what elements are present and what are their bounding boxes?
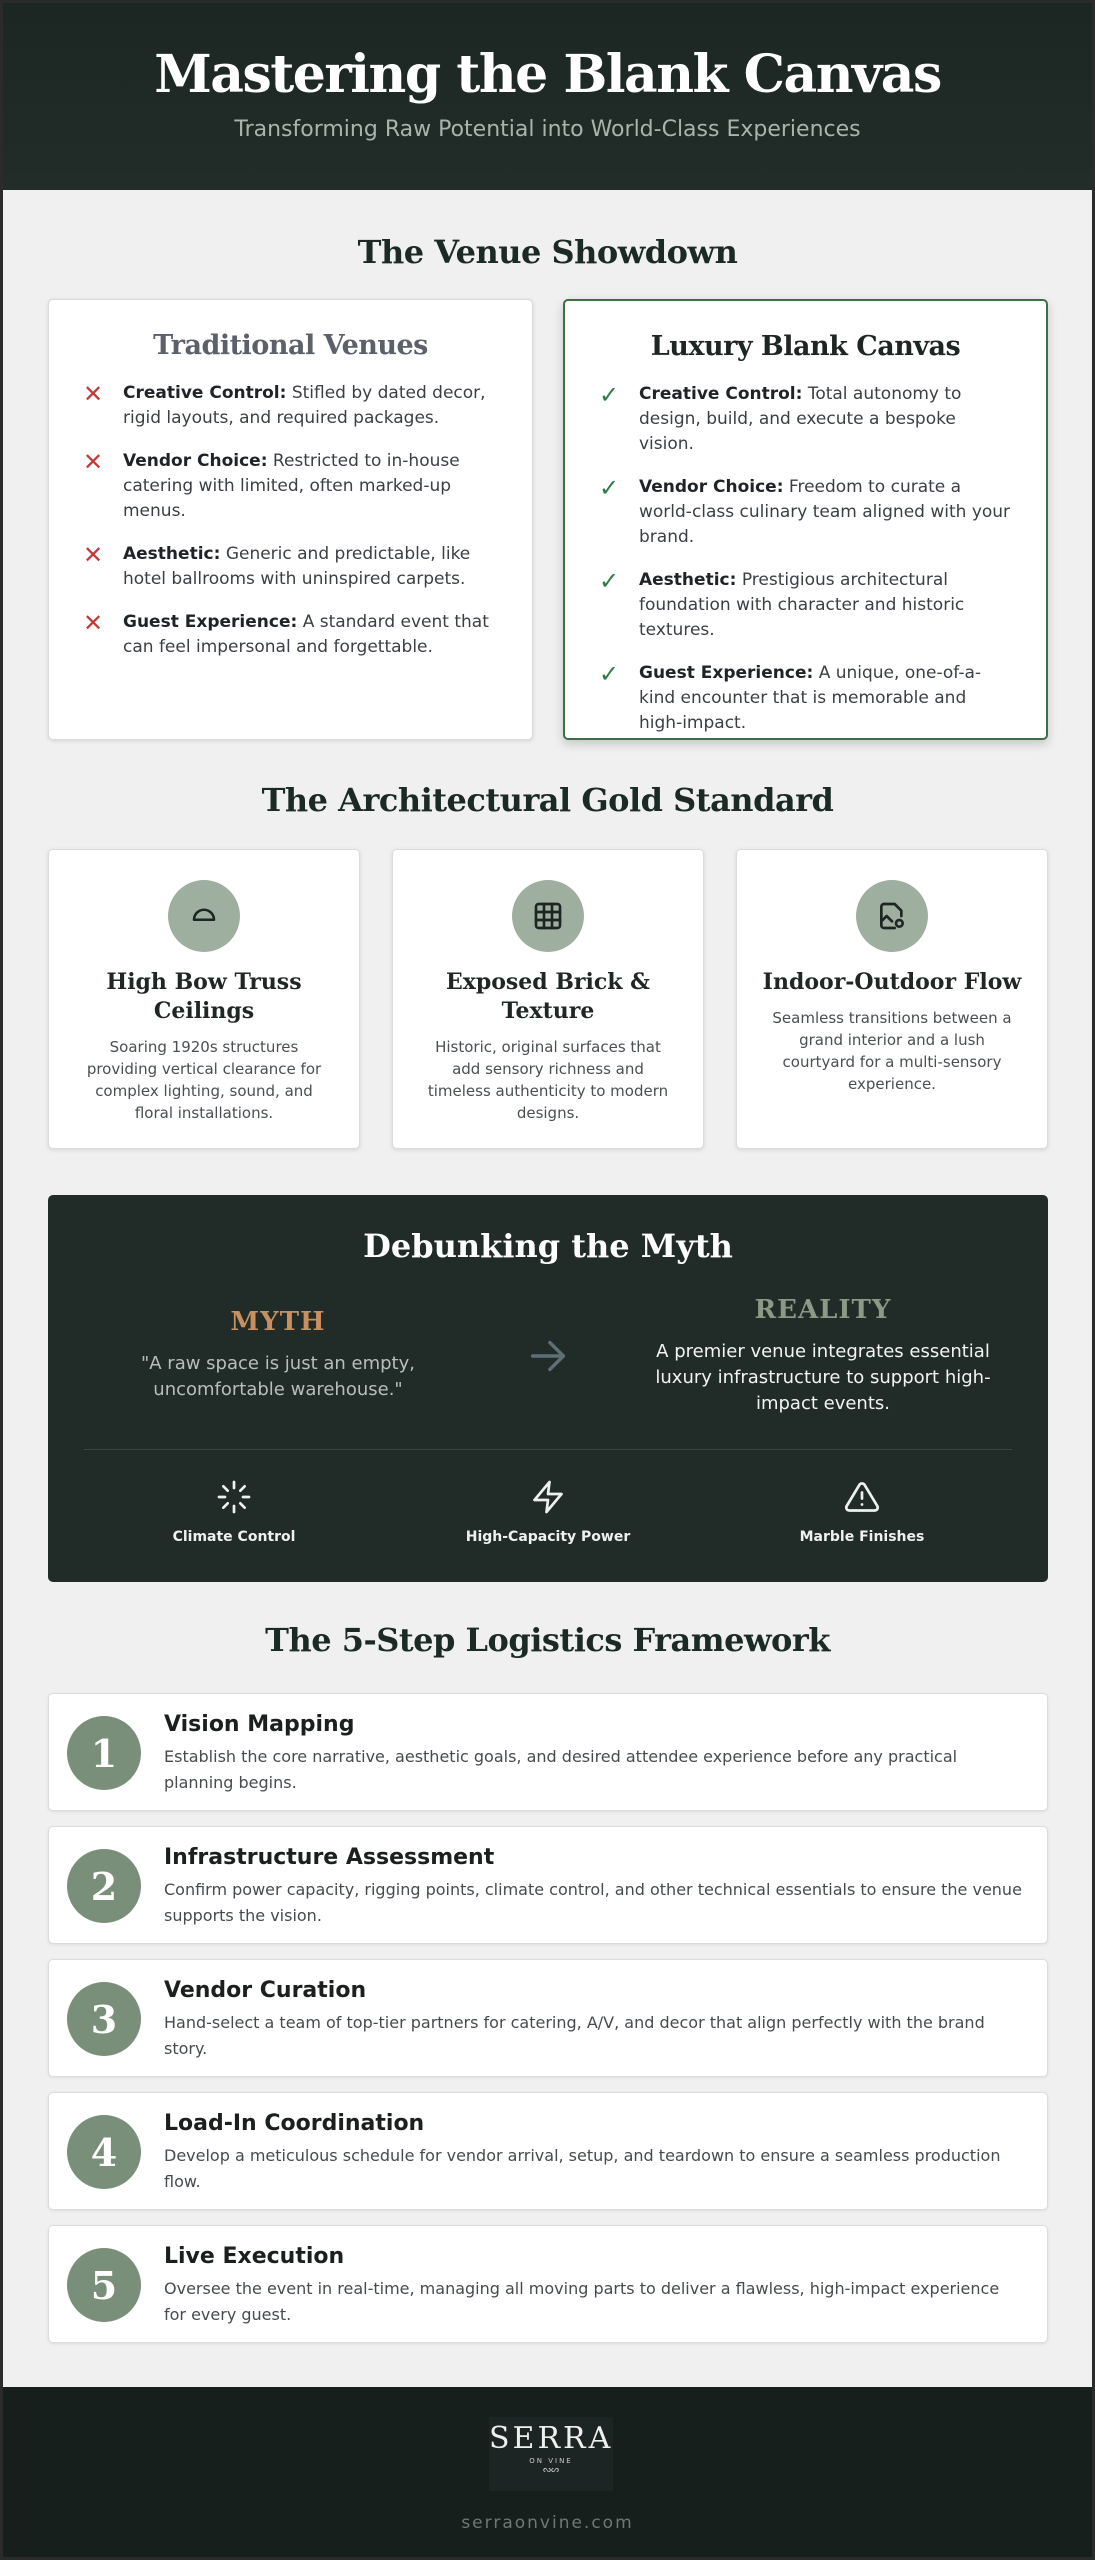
step-description: Establish the core narrative, aesthetic goals, and desired attendee experience before any practical planning begins.	[164, 1747, 958, 1792]
luxury-item	[599, 382, 1012, 457]
item-label: Creative Control:	[639, 384, 803, 404]
page-header	[3, 3, 1092, 190]
page-title: Mastering the Blank Canvas	[154, 44, 941, 105]
check-icon: ✓	[599, 660, 620, 688]
feature-title: High Bow Truss Ceilings	[106, 969, 302, 1024]
step-title: Infrastructure Assessment	[164, 1845, 495, 1870]
check-icon: ✓	[599, 381, 620, 409]
luxury-item	[599, 475, 1012, 550]
luxury-blank-canvas-title: Luxury Blank Canvas	[650, 331, 961, 362]
x-mark-icon: ✕	[83, 380, 104, 408]
item-text: Generic and predictable, like hotel ballrooms with uninspired carpets.	[123, 544, 471, 589]
brick-grid-icon	[512, 880, 584, 952]
page-footer	[3, 2387, 1092, 2557]
framework-step	[48, 1693, 1048, 1811]
item-label: Guest Experience:	[123, 612, 298, 632]
feature-climate-control	[104, 1479, 364, 1545]
step-description: Oversee the event in real-time, managing all moving parts to deliver a flawless, high-impact experience for every guest.	[164, 2279, 1000, 2324]
luxury-item	[599, 568, 1012, 643]
framework-step	[48, 1826, 1048, 1944]
feature-card-ceilings	[48, 849, 360, 1149]
framework-step	[48, 2092, 1048, 2210]
check-icon: ✓	[599, 567, 620, 595]
myth-panel	[48, 1195, 1048, 1582]
item-label: Vendor Choice:	[639, 477, 784, 497]
x-mark-icon: ✕	[83, 609, 104, 637]
feature-title: Exposed Brick & Texture	[445, 969, 651, 1024]
item-text: Stifled by dated decor, rigid layouts, and required packages.	[123, 383, 486, 428]
feature-label: High-Capacity Power	[465, 1529, 631, 1545]
traditional-venues-title: Traditional Venues	[153, 330, 428, 361]
myth-divider	[84, 1449, 1012, 1450]
step-title: Live Execution	[164, 2244, 345, 2269]
feature-card-brick	[392, 849, 704, 1149]
reality-label: REALITY	[754, 1295, 892, 1325]
step-title: Vendor Curation	[164, 1978, 367, 2003]
item-label: Guest Experience:	[639, 663, 814, 683]
item-text: Restricted to in-house catering with limited, often marked-up menus.	[123, 451, 460, 521]
step-title: Load-In Coordination	[164, 2111, 425, 2136]
item-text: A unique, one-of-a-kind encounter that is memorable and high-impact.	[639, 663, 982, 733]
warning-triangle-icon	[732, 1479, 992, 1519]
feature-card-flow	[736, 849, 1048, 1149]
feature-high-capacity-power	[418, 1479, 678, 1545]
step-number: 5	[67, 2248, 141, 2322]
lightning-icon	[418, 1479, 678, 1519]
x-mark-icon: ✕	[83, 448, 104, 476]
step-number: 3	[67, 1982, 141, 2056]
item-text: Total autonomy to design, build, and execute a bespoke vision.	[639, 384, 962, 454]
loader-icon	[104, 1479, 364, 1519]
feature-marble-finishes	[732, 1479, 992, 1545]
traditional-item	[83, 610, 498, 660]
framework-title: The 5-Step Logistics Framework	[265, 1621, 830, 1659]
logo-wordmark: SERRA	[489, 2421, 614, 2456]
myth-label: MYTH	[230, 1307, 326, 1337]
step-number: 1	[67, 1716, 141, 1790]
step-description: Confirm power capacity, rigging points, climate control, and other technical essentials to ensure the venue supports the vision.	[164, 1880, 1022, 1925]
infographic-page	[3, 3, 1092, 2557]
image-file-icon	[856, 880, 928, 952]
item-label: Creative Control:	[123, 383, 287, 403]
myth-panel-title: Debunking the Myth	[363, 1227, 733, 1265]
step-number: 4	[67, 2115, 141, 2189]
framework-step	[48, 1959, 1048, 2077]
traditional-item	[83, 449, 498, 524]
reality-column	[648, 1295, 998, 1417]
luxury-blank-canvas-card	[563, 299, 1048, 740]
traditional-venues-card	[48, 299, 533, 740]
feature-text: Historic, original surfaces that add sensory richness and timeless authenticity to modern designs.	[427, 1038, 669, 1122]
step-title: Vision Mapping	[164, 1712, 355, 1737]
myth-column	[108, 1307, 448, 1403]
logo-subtitle: ON VINE	[529, 2457, 573, 2465]
step-description: Hand-select a team of top-tier partners for catering, A/V, and decor that align perfectly with the brand story.	[164, 2013, 985, 2058]
step-number: 2	[67, 1849, 141, 1923]
item-label: Vendor Choice:	[123, 451, 268, 471]
item-text: Freedom to curate a world-class culinary team aligned with your brand.	[639, 477, 1011, 547]
arrow-right-icon	[525, 1333, 571, 1383]
step-description: Develop a meticulous schedule for vendor arrival, setup, and teardown to ensure a seamless production flow.	[164, 2146, 1001, 2191]
serra-logo[interactable]	[489, 2417, 613, 2491]
myth-text: "A raw space is just an empty, uncomfortable warehouse."	[140, 1353, 415, 1400]
gold-standard-title: The Architectural Gold Standard	[261, 781, 834, 819]
x-mark-icon: ✕	[83, 541, 104, 569]
luxury-item	[599, 661, 1012, 736]
feature-label: Marble Finishes	[799, 1529, 925, 1545]
feature-title: Indoor-Outdoor Flow	[762, 969, 1022, 995]
arch-icon	[168, 880, 240, 952]
page-subtitle: Transforming Raw Potential into World-Class Experiences	[234, 117, 861, 142]
feature-text: Seamless transitions between a grand interior and a lush courtyard for a multi-sensory experience.	[772, 1009, 1012, 1093]
item-text: A standard event that can feel impersonal and forgettable.	[123, 612, 489, 657]
item-text: Prestigious architectural foundation with character and historic textures.	[639, 570, 965, 640]
item-label: Aesthetic:	[123, 544, 221, 564]
reality-text: A premier venue integrates essential luxury infrastructure to support high-impact events.	[655, 1341, 991, 1414]
feature-label: Climate Control	[172, 1529, 296, 1545]
footer-url[interactable]: serraonvine.com	[461, 2513, 634, 2533]
vine-ornament-icon: ᔓᔕ	[542, 2465, 560, 2475]
traditional-item	[83, 381, 498, 431]
framework-step	[48, 2225, 1048, 2343]
item-label: Aesthetic:	[639, 570, 737, 590]
check-icon: ✓	[599, 474, 620, 502]
feature-text: Soaring 1920s structures providing vertical clearance for complex lighting, sound, and floral installations.	[86, 1038, 322, 1122]
venue-showdown-title: The Venue Showdown	[357, 233, 738, 271]
traditional-item	[83, 542, 498, 592]
